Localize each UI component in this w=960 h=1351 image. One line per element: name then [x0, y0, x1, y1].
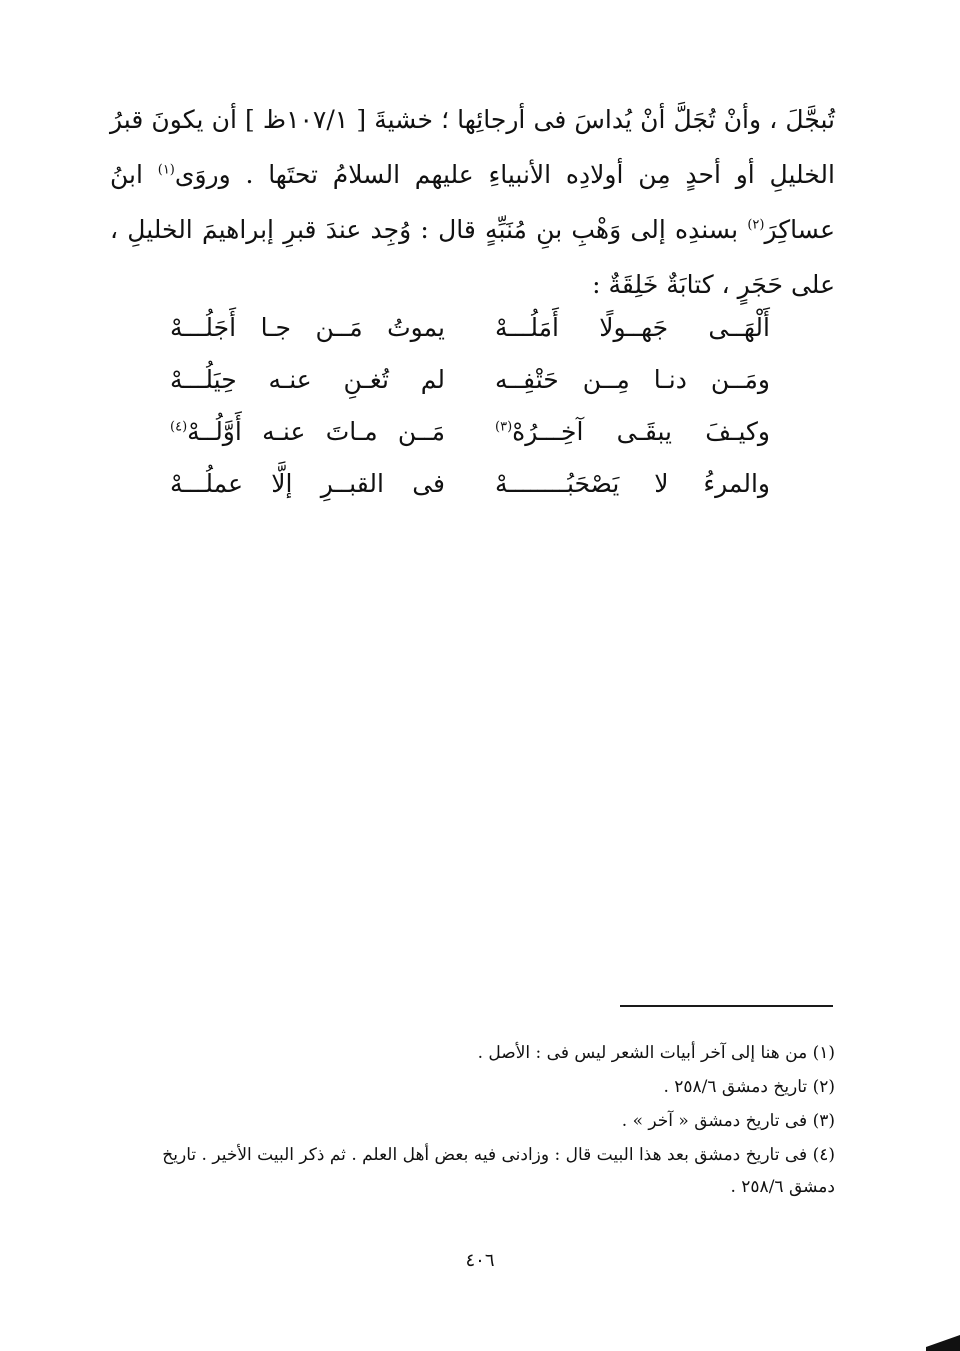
footnote-ref-3: (٣) [495, 419, 513, 435]
verse-2-first-hemistich: ومَــن دنـا مِــن حَتْفِــه [495, 365, 770, 394]
footnote-2: (٢) تاريخ دمشق ٢٥٨/٦ . [663, 1077, 835, 1097]
verse-4-first-hemistich: والمرءُ لا يَصْحَبُــــــــهْ [495, 469, 770, 498]
verse-2-second-hemistich: لم تُغـنِ عنـه حِيَلُـــهْ [170, 365, 445, 394]
body-line-2-end: ابنُ [110, 160, 143, 189]
poem-verse-4 [170, 458, 770, 510]
footnote-ref-2: (٢) [747, 217, 765, 233]
body-line-1: تُبجَّلَ ، وأنْ تُجَلَّ أنْ يُداسَ فى أرجائِها ؛ خشيةَ [ ١٠٧/١ظ ] أن يكونَ قبرُ [110, 105, 835, 134]
body-line-3-start: عساكِرَ [764, 215, 835, 244]
page-corner-mark [926, 1321, 960, 1351]
verse-1-first-hemistich: أَلْهَــى جَهــولًا أَمَلُـــهْ [495, 313, 770, 342]
body-line-2 [110, 147, 835, 202]
verse-3-second-hemistich [170, 406, 445, 458]
poem [170, 302, 770, 510]
poem-verse-3 [170, 406, 770, 458]
body-line-2-text: الخليلِ أو أحدٍ مِن أولادِه الأنبياءِ عليهم السلامُ تحتَها . وروَى [174, 160, 835, 189]
verse-4-second-hemistich: فى القبــرِ إلَّا عملُـــهْ [170, 469, 445, 498]
body-line-3 [110, 202, 835, 257]
footnote-ref-4: (٤) [170, 419, 188, 435]
body-paragraph [110, 92, 835, 312]
verse-3-second-text: مَــن مـاتَ عنـه أَوَّلُــهْ [187, 417, 445, 446]
footnote-4-continued: دمشق ٢٥٨/٦ . [730, 1177, 835, 1197]
footnotes [110, 1036, 835, 1202]
body-line-3-text: بسندِه إلى وَهْبِ بنِ مُنَبِّهٍ قال : وُجِد عندَ قبرِ إبراهيمَ الخليلِ ، [110, 215, 739, 244]
footnote-separator [620, 1005, 833, 1007]
poem-verse-1 [170, 302, 770, 354]
verse-3-first-text: وكيـفَ يبقَـى آخِـــرُهْ [512, 417, 770, 446]
body-line-4: على حَجَرٍ ، كتابَةٌ خَلِقَةٌ : [592, 270, 835, 299]
footnote-1: (١) من هنا إلى آخر أبيات الشعر ليس فى : الأصل . [477, 1043, 835, 1063]
poem-verse-2 [170, 354, 770, 406]
verse-1-second-hemistich: يموتُ مَــن جـا أَجَلُـــهْ [170, 313, 445, 342]
footnote-3: (٣) فى تاريخ دمشق « آخر » . [621, 1111, 835, 1131]
footnote-ref-1: (١) [157, 162, 175, 178]
page-number: ٤٠٦ [465, 1250, 495, 1271]
verse-3-first-hemistich [495, 406, 770, 458]
footnote-4: (٤) فى تاريخ دمشق بعد هذا البيت قال : وزادنى فيه بعض أهل العلم . ثم ذكر البيت الأخير . تاريخ [162, 1145, 835, 1165]
